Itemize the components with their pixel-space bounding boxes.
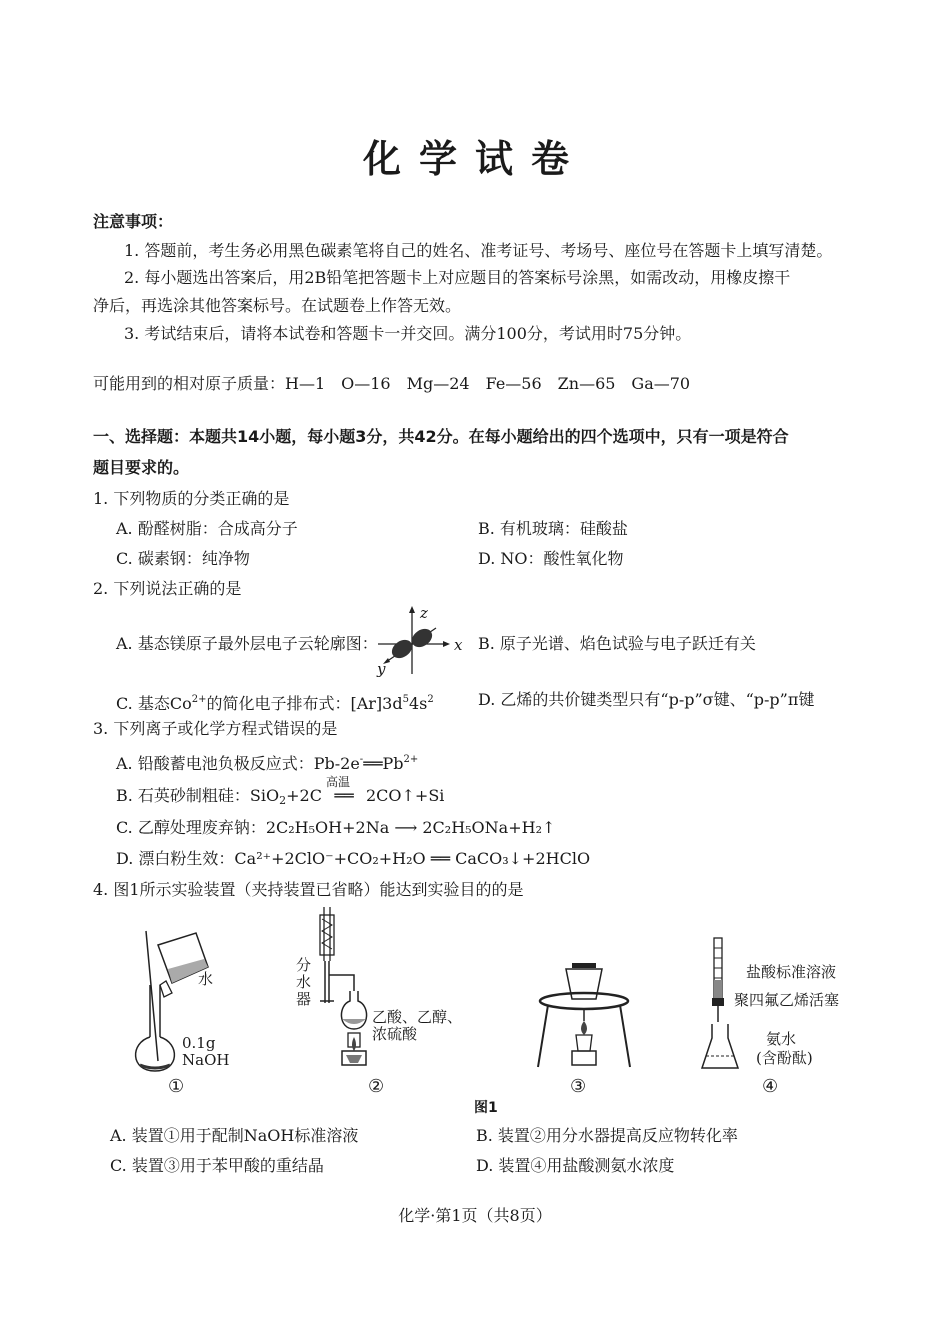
- notice-item-3: 3. 考试结束后，请将本试卷和答题卡一并交回。满分100分，考试用时75分钟。: [124, 324, 692, 343]
- label-naoh: NaOH: [182, 1051, 230, 1069]
- q3-stem: 3. 下列离子或化学方程式错误的是: [93, 719, 338, 738]
- axis-y-label: y: [377, 660, 386, 678]
- q3-option-d: D. 漂白粉生效：Ca²⁺+2ClO⁻+CO₂+H₂O ══ CaCO₃↓+2HClO: [116, 849, 591, 868]
- apparatus-mark-1: ①: [168, 1076, 185, 1097]
- apparatus-2-water-separator: [310, 905, 390, 1085]
- notice-item-1: 1. 答题前，考生务必用黑色碳素笔将自己的姓名、准考证号、考场号、座位号在答题卡上填写清楚。: [124, 241, 833, 260]
- axis-x-label: x: [454, 636, 463, 654]
- q3-option-c: C. 乙醇处理废弃钠：2C₂H₅OH+2Na ⟶ 2C₂H₅ONa+H₂↑: [116, 818, 556, 837]
- q1-option-b: B. 有机玻璃：硅酸盐: [478, 519, 628, 538]
- page-footer: 化学·第1页（共8页）: [398, 1206, 552, 1225]
- section-1-heading-cont: 题目要求的。: [93, 458, 190, 477]
- q4-option-d: D. 装置④用盐酸测氨水浓度: [476, 1156, 675, 1175]
- q2-stem: 2. 下列说法正确的是: [93, 579, 242, 598]
- label-separator-2: 水: [296, 973, 312, 991]
- notice-item-2: 2. 每小题选出答案后，用2B铅笔把答题卡上对应题目的答案标号涂黑，如需改动，用橡皮擦干: [124, 268, 791, 287]
- axis-z-label: z: [420, 604, 428, 622]
- q4-option-c: C. 装置③用于苯甲酸的重结晶: [110, 1156, 324, 1175]
- label-hcl-standard: 盐酸标准溶液: [746, 963, 837, 981]
- label-reagents-1: 乙酸、乙醇、: [372, 1008, 463, 1026]
- atomic-masses: 可能用到的相对原子质量：H—1 O—16 Mg—24 Fe—56 Zn—65 Ga—70: [93, 374, 691, 393]
- label-naoh-mass: 0.1g: [182, 1034, 216, 1052]
- figure-caption: 图1: [474, 1100, 498, 1116]
- q1-option-d: D. NO：酸性氧化物: [478, 549, 624, 568]
- q2-option-a: A. 基态镁原子最外层电子云轮廓图：: [116, 634, 378, 653]
- q4-option-b: B. 装置②用分水器提高反应物转化率: [476, 1126, 738, 1145]
- q2-option-b: B. 原子光谱、焰色试验与电子跃迁有关: [478, 634, 756, 653]
- label-phenolphthalein: (含酚酞): [756, 1049, 813, 1067]
- apparatus-mark-2: ②: [368, 1076, 385, 1097]
- q2-option-d: D. 乙烯的共价键类型只有“p-p”σ键、“p-p”π键: [478, 690, 815, 709]
- apparatus-mark-4: ④: [762, 1076, 779, 1097]
- section-1-heading: 一、选择题：本题共14小题，每小题3分，共42分。在每小题给出的四个选项中，只有一项是符合: [93, 427, 789, 446]
- notice-item-2-cont: 净后，再选涂其他答案标号。在试题卷上作答无效。: [93, 296, 462, 315]
- label-separator-1: 分: [296, 956, 312, 974]
- q1-option-c: C. 碳素钢：纯净物: [116, 549, 250, 568]
- q1-stem: 1. 下列物质的分类正确的是: [93, 489, 290, 508]
- label-water: 水: [198, 970, 214, 988]
- q3-option-b: B. 石英砂制粗硅：SiO$_2$+2C 高温 ══ 2CO↑+Si: [116, 775, 445, 807]
- label-separator-3: 器: [296, 990, 312, 1008]
- notice-heading: 注意事项：: [93, 212, 174, 231]
- label-ptfe-stopcock: 聚四氟乙烯活塞: [734, 991, 840, 1009]
- q2-option-c: C. 基态$Co^{2+}$的简化电子排布式：$[Ar]3d^54s^2$: [116, 694, 434, 713]
- q1-option-a: A. 酚醛树脂：合成高分子: [116, 519, 298, 538]
- q3-option-a: A. 铅酸蓄电池负极反应式：$Pb-2e^-══Pb^{2+}$: [116, 754, 419, 773]
- q4-option-a: A. 装置①用于配制NaOH标准溶液: [110, 1126, 359, 1145]
- q4-stem: 4. 图1所示实验装置（夹持装置已省略）能达到实验目的的是: [93, 880, 524, 899]
- apparatus-mark-3: ③: [570, 1076, 587, 1097]
- apparatus-3-crucible-tripod: [532, 955, 642, 1075]
- label-reagents-2: 浓硫酸: [372, 1025, 418, 1043]
- page-title: 化学试卷: [362, 137, 587, 181]
- label-ammonia: 氨水: [766, 1030, 797, 1048]
